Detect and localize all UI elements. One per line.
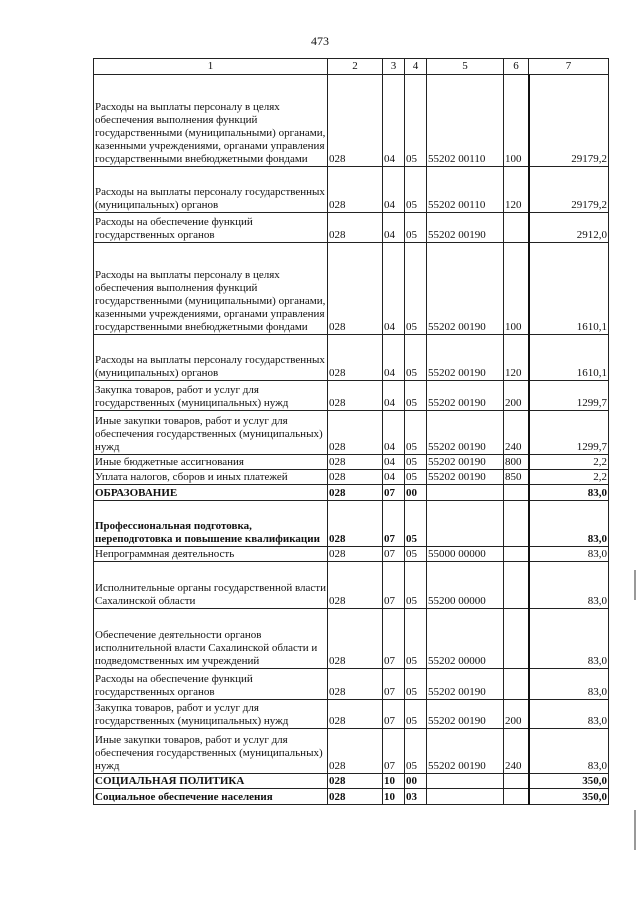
table-row [94, 381, 609, 411]
table-row [94, 243, 609, 335]
item-name-cell: Социальное обеспечение населения [94, 789, 328, 805]
section-code-cell: 04 [383, 335, 405, 381]
item-name-cell: Расходы на выплаты персоналу в целях обеспечения выполнения функций государственными (муниципальными) органами, казенными учреждениями, органами управления государственными внебюджетными фондами [94, 243, 328, 335]
subsection-code-cell: 00 [405, 485, 427, 501]
target-article-cell: 55202 00190 [427, 729, 504, 774]
subsection-code-cell: 05 [405, 700, 427, 729]
header-cell: 7 [529, 59, 609, 75]
table-row [94, 501, 609, 547]
section-code-cell: 04 [383, 213, 405, 243]
subsection-code-cell: 05 [405, 75, 427, 167]
target-article-cell: 55202 00190 [427, 213, 504, 243]
subsection-code-cell: 05 [405, 470, 427, 485]
target-article-cell: 55202 00190 [427, 411, 504, 455]
amount-cell: 2912,0 [529, 213, 609, 243]
expense-type-cell: 100 [504, 243, 529, 335]
amount-cell: 1610,1 [529, 335, 609, 381]
section-code-cell: 04 [383, 243, 405, 335]
item-name-cell: Расходы на обеспечение функций государственных органов [94, 213, 328, 243]
section-code-cell: 07 [383, 609, 405, 669]
amount-cell: 83,0 [529, 562, 609, 609]
amount-cell: 83,0 [529, 485, 609, 501]
table-row [94, 562, 609, 609]
amount-cell: 2,2 [529, 455, 609, 470]
ministry-code-cell: 028 [328, 213, 383, 243]
expense-type-cell [504, 501, 529, 547]
target-article-cell [427, 501, 504, 547]
item-name-cell: Иные закупки товаров, работ и услуг для обеспечения государственных (муниципальных) нужд [94, 729, 328, 774]
section-code-cell: 04 [383, 381, 405, 411]
subsection-code-cell: 05 [405, 213, 427, 243]
expense-type-cell [504, 485, 529, 501]
expense-type-cell [504, 669, 529, 700]
subsection-code-cell: 00 [405, 774, 427, 789]
item-name-cell: Расходы на выплаты персоналу государственных (муниципальных) органов [94, 167, 328, 213]
subsection-code-cell: 05 [405, 609, 427, 669]
item-name-cell: Обеспечение деятельности органов исполнительной власти Сахалинской области и подведомственных им учреждений [94, 609, 328, 669]
subsection-code-cell: 05 [405, 501, 427, 547]
table-row [94, 75, 609, 167]
expense-type-cell [504, 774, 529, 789]
expense-type-cell: 120 [504, 335, 529, 381]
section-code-cell: 07 [383, 669, 405, 700]
header-cell: 6 [504, 59, 529, 75]
item-name-cell: Профессиональная подготовка, переподготовка и повышение квалификации [94, 501, 328, 547]
ministry-code-cell: 028 [328, 789, 383, 805]
item-name-cell: Уплата налогов, сборов и иных платежей [94, 470, 328, 485]
target-article-cell: 55200 00000 [427, 562, 504, 609]
expense-type-cell [504, 609, 529, 669]
amount-cell: 83,0 [529, 609, 609, 669]
expense-type-cell: 100 [504, 75, 529, 167]
section-code-cell: 07 [383, 729, 405, 774]
amount-cell: 350,0 [529, 789, 609, 805]
expense-type-cell [504, 562, 529, 609]
target-article-cell [427, 789, 504, 805]
target-article-cell: 55202 00190 [427, 669, 504, 700]
scan-edge-mark [634, 810, 636, 850]
section-code-cell: 07 [383, 501, 405, 547]
item-name-cell: Расходы на выплаты персоналу в целях обеспечения выполнения функций государственными (муниципальными) органами, казенными учреждениями, органами управления государственными внебюджетными фондами [94, 75, 328, 167]
expense-type-cell: 800 [504, 455, 529, 470]
amount-cell: 350,0 [529, 774, 609, 789]
ministry-code-cell: 028 [328, 609, 383, 669]
ministry-code-cell: 028 [328, 729, 383, 774]
expense-type-cell [504, 547, 529, 562]
target-article-cell: 55202 00190 [427, 335, 504, 381]
item-name-cell: Закупка товаров, работ и услуг для государственных (муниципальных) нужд [94, 381, 328, 411]
subsection-code-cell: 05 [405, 562, 427, 609]
ministry-code-cell: 028 [328, 485, 383, 501]
section-code-cell: 04 [383, 411, 405, 455]
item-name-cell: Непрограммная деятельность [94, 547, 328, 562]
subsection-code-cell: 05 [405, 455, 427, 470]
expense-type-cell: 850 [504, 470, 529, 485]
amount-cell: 83,0 [529, 729, 609, 774]
subsection-code-cell: 05 [405, 669, 427, 700]
item-name-cell: Расходы на выплаты персоналу государственных (муниципальных) органов [94, 335, 328, 381]
item-name-cell: Иные бюджетные ассигнования [94, 455, 328, 470]
target-article-cell: 55202 00110 [427, 167, 504, 213]
expense-type-cell: 240 [504, 729, 529, 774]
table-row [94, 455, 609, 470]
target-article-cell: 55202 00000 [427, 609, 504, 669]
table-row [94, 470, 609, 485]
table-row [94, 411, 609, 455]
amount-cell: 83,0 [529, 501, 609, 547]
table-header-row [94, 59, 609, 75]
scan-edge-mark [634, 570, 636, 600]
target-article-cell: 55202 00190 [427, 470, 504, 485]
item-name-cell: Исполнительные органы государственной власти Сахалинской области [94, 562, 328, 609]
amount-cell: 83,0 [529, 700, 609, 729]
target-article-cell: 55202 00190 [427, 700, 504, 729]
expense-type-cell: 200 [504, 381, 529, 411]
target-article-cell: 55202 00190 [427, 243, 504, 335]
expense-type-cell [504, 789, 529, 805]
table-row [94, 335, 609, 381]
section-code-cell: 07 [383, 700, 405, 729]
amount-cell: 1299,7 [529, 381, 609, 411]
section-code-cell: 04 [383, 470, 405, 485]
ministry-code-cell: 028 [328, 700, 383, 729]
expense-type-cell: 120 [504, 167, 529, 213]
item-name-cell: Закупка товаров, работ и услуг для государственных (муниципальных) нужд [94, 700, 328, 729]
subsection-code-cell: 05 [405, 335, 427, 381]
subsection-code-cell: 05 [405, 243, 427, 335]
ministry-code-cell: 028 [328, 381, 383, 411]
table-row [94, 213, 609, 243]
section-code-cell: 07 [383, 547, 405, 562]
table-row [94, 774, 609, 789]
section-code-cell: 07 [383, 562, 405, 609]
section-code-cell: 10 [383, 774, 405, 789]
table-row [94, 167, 609, 213]
table-row [94, 669, 609, 700]
table-row [94, 485, 609, 501]
ministry-code-cell: 028 [328, 411, 383, 455]
ministry-code-cell: 028 [328, 75, 383, 167]
subsection-code-cell: 05 [405, 167, 427, 213]
item-name-cell: СОЦИАЛЬНАЯ ПОЛИТИКА [94, 774, 328, 789]
target-article-cell: 55202 00110 [427, 75, 504, 167]
header-cell: 1 [94, 59, 328, 75]
section-code-cell: 07 [383, 485, 405, 501]
header-cell: 2 [328, 59, 383, 75]
table-row [94, 789, 609, 805]
amount-cell: 2,2 [529, 470, 609, 485]
amount-cell: 83,0 [529, 547, 609, 562]
ministry-code-cell: 028 [328, 774, 383, 789]
ministry-code-cell: 028 [328, 669, 383, 700]
ministry-code-cell: 028 [328, 243, 383, 335]
subsection-code-cell: 05 [405, 381, 427, 411]
section-code-cell: 04 [383, 75, 405, 167]
target-article-cell [427, 774, 504, 789]
ministry-code-cell: 028 [328, 470, 383, 485]
target-article-cell: 55202 00190 [427, 381, 504, 411]
subsection-code-cell: 05 [405, 729, 427, 774]
target-article-cell: 55000 00000 [427, 547, 504, 562]
amount-cell: 83,0 [529, 669, 609, 700]
section-code-cell: 04 [383, 455, 405, 470]
page-number: 473 [311, 34, 329, 48]
target-article-cell: 55202 00190 [427, 455, 504, 470]
ministry-code-cell: 028 [328, 501, 383, 547]
table-row [94, 547, 609, 562]
ministry-code-cell: 028 [328, 335, 383, 381]
item-name-cell: Расходы на обеспечение функций государственных органов [94, 669, 328, 700]
header-cell: 3 [383, 59, 405, 75]
table-row [94, 700, 609, 729]
header-cell: 5 [427, 59, 504, 75]
amount-cell: 29179,2 [529, 75, 609, 167]
ministry-code-cell: 028 [328, 562, 383, 609]
ministry-code-cell: 028 [328, 455, 383, 470]
item-name-cell: ОБРАЗОВАНИЕ [94, 485, 328, 501]
amount-cell: 1610,1 [529, 243, 609, 335]
table-row [94, 729, 609, 774]
target-article-cell [427, 485, 504, 501]
header-cell: 4 [405, 59, 427, 75]
ministry-code-cell: 028 [328, 167, 383, 213]
table-row [94, 609, 609, 669]
expense-type-cell: 240 [504, 411, 529, 455]
subsection-code-cell: 05 [405, 411, 427, 455]
expense-type-cell [504, 213, 529, 243]
expense-type-cell: 200 [504, 700, 529, 729]
item-name-cell: Иные закупки товаров, работ и услуг для обеспечения государственных (муниципальных) нужд [94, 411, 328, 455]
budget-table [93, 58, 609, 805]
ministry-code-cell: 028 [328, 547, 383, 562]
amount-cell: 29179,2 [529, 167, 609, 213]
amount-cell: 1299,7 [529, 411, 609, 455]
section-code-cell: 10 [383, 789, 405, 805]
section-code-cell: 04 [383, 167, 405, 213]
subsection-code-cell: 05 [405, 547, 427, 562]
subsection-code-cell: 03 [405, 789, 427, 805]
